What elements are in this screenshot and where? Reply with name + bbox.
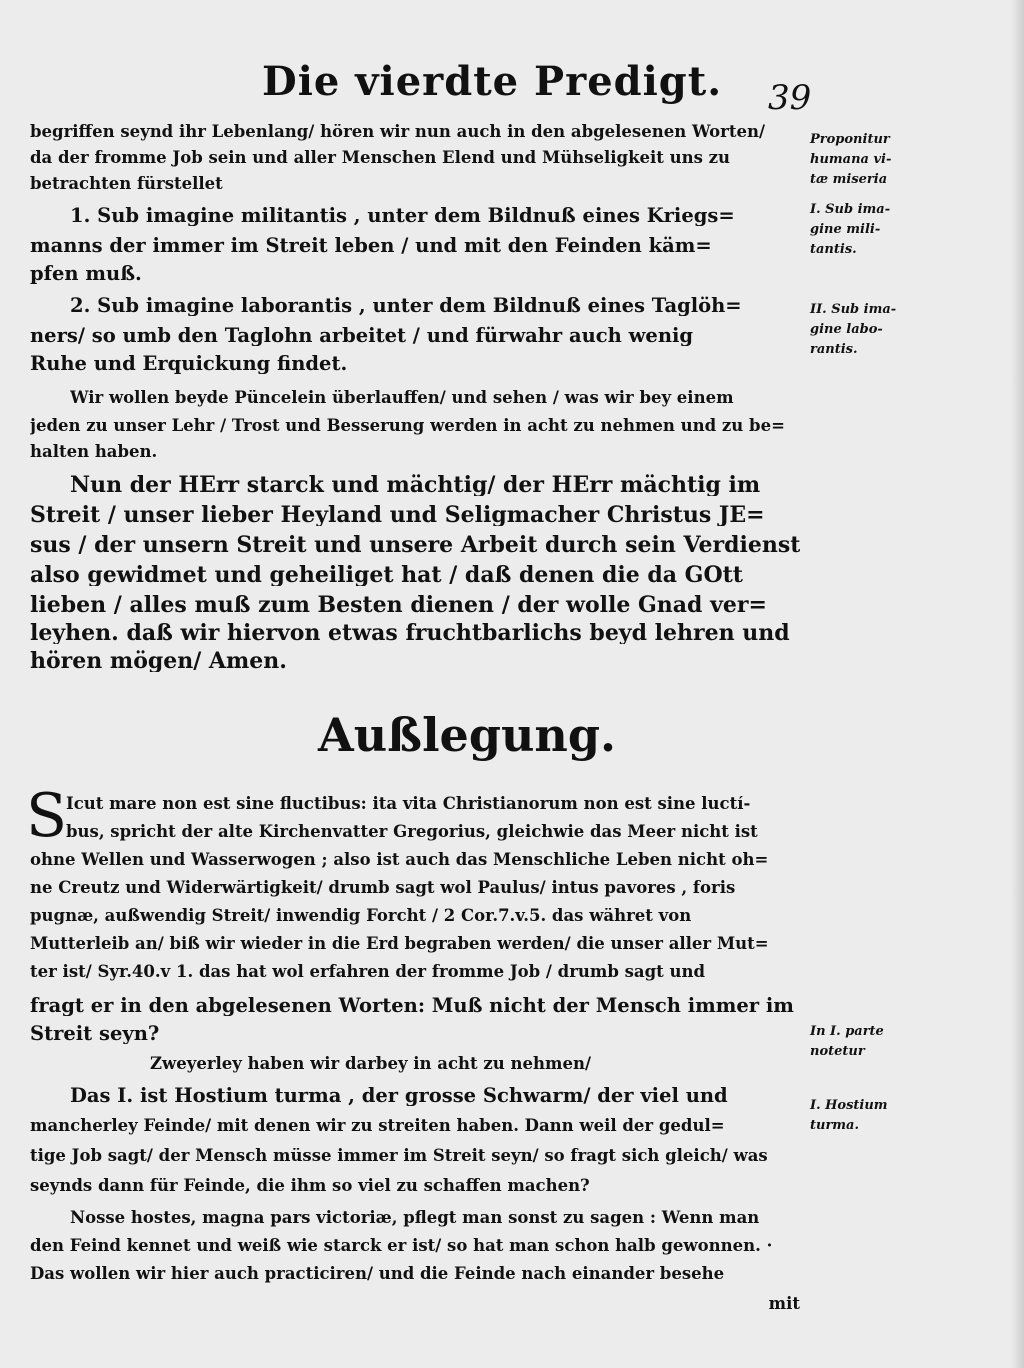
text-line: fragt er in den abgelesenen Worten: Muß nicht der Mensch immer im bbox=[30, 996, 794, 1016]
text-line: den Feind kennet und weiß wie starck er ist/ so hat man schon halb gewonnen. · bbox=[30, 1238, 773, 1255]
text-line: begriffen seynd ihr Lebenlang/ hören wir nun auch in den abgelesenen Worten/ bbox=[30, 124, 765, 141]
text-line: da der fromme Job sein und aller Menschen Elend und Mühseligkeit uns zu bbox=[30, 150, 731, 167]
drop-cap: S bbox=[26, 781, 68, 851]
text-line: Icut mare non est sine fluctibus: ita vita Christianorum non est sine luctí- bbox=[66, 796, 751, 813]
text-line: ter ist/ Syr.40.v 1. das hat wol erfahren der fromme Job / drumb sagt und bbox=[30, 964, 706, 981]
page-edge-shadow bbox=[1010, 0, 1024, 1368]
page-number: 39 bbox=[768, 78, 812, 118]
text-line: ners/ so umb den Taglohn arbeitet / und fürwahr auch wenig bbox=[30, 326, 694, 346]
text-line: Nosse hostes, magna pars victoriæ, pflegt man sonst zu sagen : Wenn man bbox=[70, 1210, 760, 1227]
margin-note: I. Sub ima- gine mili- tantis. bbox=[810, 202, 891, 257]
text-line: Streit seyn? bbox=[30, 1024, 160, 1044]
text-line: pfen muß. bbox=[30, 264, 142, 284]
text-line: ohne Wellen und Wasserwogen ; also ist auch das Menschliche Leben nicht oh= bbox=[30, 852, 769, 869]
text-line: leyhen. daß wir hiervon etwas fruchtbarlichs beyd lehren und bbox=[30, 622, 790, 644]
margin-note: I. Hostium turma. bbox=[810, 1098, 888, 1133]
text-line: manns der immer im Streit leben / und mit den Feinden käm= bbox=[30, 236, 712, 256]
text-line: Wir wollen beyde Püncelein überlauffen/ und sehen / was wir bey einem bbox=[70, 390, 734, 407]
text-line: tige Job sagt/ der Mensch müsse immer im Streit seyn/ so fragt sich gleich/ was bbox=[30, 1148, 768, 1165]
text-line: Zweyerley haben wir darbey in acht zu nehmen/ bbox=[150, 1056, 591, 1073]
text-line: hören mögen/ Amen. bbox=[30, 650, 287, 672]
text-line: lieben / alles muß zum Besten dienen / der wolle Gnad ver= bbox=[30, 594, 767, 616]
page-header-title: Die vierdte Predigt. bbox=[262, 58, 723, 105]
text-line: Das I. ist Hostium turma , der grosse Schwarm/ der viel und bbox=[70, 1086, 728, 1106]
text-line: bus, spricht der alte Kirchenvatter Gregorius, gleichwie das Meer nicht ist bbox=[66, 824, 758, 841]
margin-note: Proponitur humana vi- tæ miseria bbox=[810, 132, 892, 187]
text-line: mancherley Feinde/ mit denen wir zu streiten haben. Dann weil der gedul= bbox=[30, 1118, 725, 1135]
text-line: Das wollen wir hier auch practiciren/ und die Feinde nach einander besehe bbox=[30, 1266, 725, 1283]
section-heading: Außlegung. bbox=[318, 708, 617, 762]
text-line: jeden zu unser Lehr / Trost und Besserung werden in acht zu nehmen und zu be= bbox=[30, 418, 785, 435]
text-line: pugnæ, außwendig Streit/ inwendig Forcht / 2 Cor.7.v.5. das währet von bbox=[30, 908, 692, 925]
margin-note: In I. parte notetur bbox=[810, 1024, 884, 1059]
text-line: halten haben. bbox=[30, 444, 158, 461]
text-line: seynds dann für Feinde, die ihm so viel zu schaffen machen? bbox=[30, 1178, 590, 1195]
margin-note: II. Sub ima- gine labo- rantis. bbox=[810, 302, 897, 357]
text-line: 1. Sub imagine militantis , unter dem Bildnuß eines Kriegs= bbox=[70, 206, 735, 226]
text-line: Ruhe und Erquickung findet. bbox=[30, 354, 348, 374]
text-line: ne Creutz und Widerwärtigkeit/ drumb sagt wol Paulus/ intus pavores , foris bbox=[30, 880, 736, 897]
catchword: mit bbox=[768, 1296, 800, 1313]
text-line: sus / der unsern Streit und unsere Arbeit durch sein Verdienst bbox=[30, 534, 800, 556]
text-line: Nun der HErr starck und mächtig/ der HErr mächtig im bbox=[70, 474, 761, 496]
text-line: also gewidmet und geheiliget hat / daß denen die da GOtt bbox=[30, 564, 743, 586]
text-line: Streit / unser lieber Heyland und Seligmacher Christus JE= bbox=[30, 504, 765, 526]
text-line: Mutterleib an/ biß wir wieder in die Erd begraben werden/ die unser aller Mut= bbox=[30, 936, 769, 953]
text-line: betrachten fürstellet bbox=[30, 176, 223, 193]
text-line: 2. Sub imagine laborantis , unter dem Bildnuß eines Taglöh= bbox=[70, 296, 742, 316]
